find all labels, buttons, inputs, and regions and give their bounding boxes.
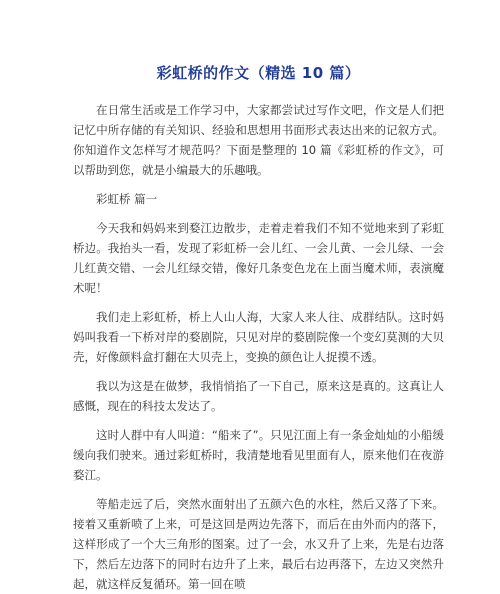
body-paragraph-1: 今天我和妈妈来到婺江边散步，走着走着我们不知不觉地来到了彩虹桥边。我抬头一看，发现了彩虹桥一会儿红、一会儿黄、一会儿绿、一会儿红黄交错、一会儿红绿交错，像好几条变色龙在上面当魔术师，表演魔术呢！: [73, 221, 444, 295]
body-paragraph-3: 我以为这是在做梦，我悄悄掐了一下自己，原来这是真的。这真让人感慨，现在的科技太发达了。: [73, 379, 444, 413]
article-body: [73, 100, 444, 594]
document-title: 彩虹桥的作文（精选 10 篇）: [156, 64, 361, 82]
body-paragraph-4: 这时人群中有人叫道：“船来了”。只见江面上有一条金灿灿的小船缓缓向我们驶来。通过彩虹桥时，我清楚地看见里面有人，原来他们在夜游婺江。: [73, 428, 444, 482]
body-paragraph-2: 我们走上彩虹桥，桥上人山人海，大家人来人往、成群结队。这时妈妈叫我看一下桥对岸的婺剧院，只见对岸的婺剧院像一个变幻莫测的大贝壳，好像颜料盒打翻在大贝壳上，变换的颜色让人捉摸不透。: [73, 310, 444, 364]
body-paragraph-5: 等船走远了后，突然水面射出了五颜六色的水柱，然后又落了下来。接着又重新喷了上来，可是这回是两边先落下，而后在由外而内的落下，这样形成了一个大三角形的图案。过了一会，水又升了上来，先是右边落下，然后左边落下的同时右边升了上来，最后右边再落下，左边又突然升起，就这样反复循环。第一回在喷: [73, 497, 444, 591]
section-heading: 彩虹桥 篇一: [96, 192, 158, 206]
intro-paragraph: 在日常生活或是工作学习中，大家都尝试过写作文吧，作文是人们把记忆中所存储的有关知识、经验和思想用书面形式表达出来的记叙方式。你知道作文怎样写才规范吗？下面是整理的 10 篇《彩虹桥的作文》，可以帮助到您，就是小编最大的乐趣哦。: [73, 103, 444, 177]
